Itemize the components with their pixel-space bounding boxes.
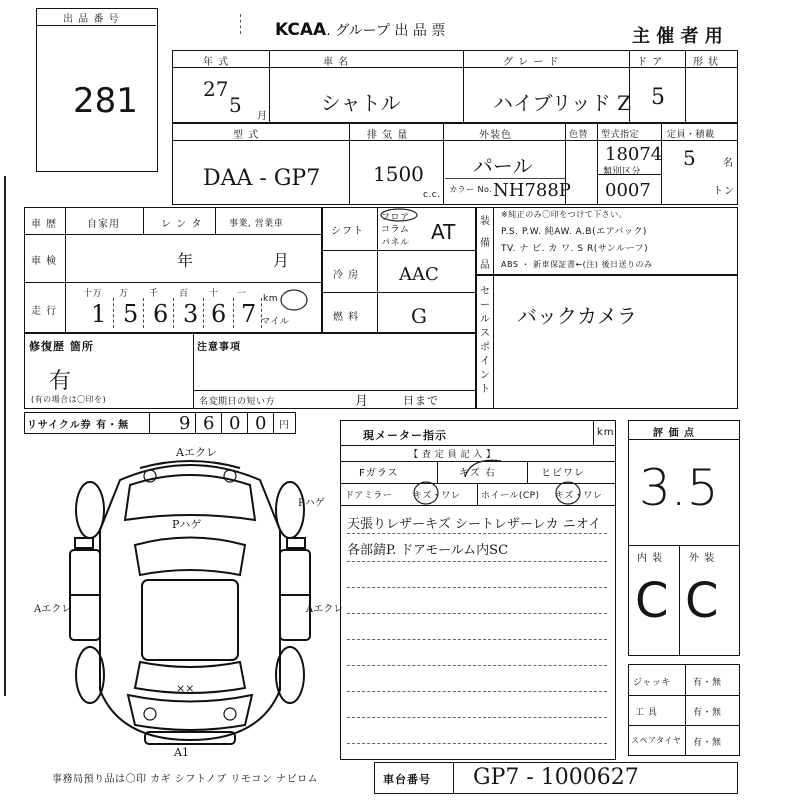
exterior-value: C xyxy=(685,573,719,629)
repair-label: 修復歴 箇所 xyxy=(29,340,94,353)
fuel-label: 燃 料 xyxy=(333,312,360,323)
history-private: 自家用 xyxy=(87,219,120,230)
lot-number-label: 出 品 番 号 xyxy=(63,14,120,25)
sheet-title xyxy=(275,20,445,40)
dash-mark xyxy=(240,14,241,34)
diagram-ann-bottom: A1 xyxy=(174,746,189,759)
interior-value: C xyxy=(635,573,669,629)
sales-point-char-6: ン xyxy=(480,370,491,381)
recycle-label: リサイクル券 有・無 xyxy=(27,420,130,431)
inspection-label: 車 検 xyxy=(31,256,58,267)
equipment-box xyxy=(476,207,738,275)
ac-value: AAC xyxy=(399,264,439,285)
repair-note: (有の場合は〇印を) xyxy=(31,395,107,404)
meter-km-unit: km xyxy=(597,427,615,438)
note-line-2: 各部錆P. ドアモールム内SC xyxy=(347,543,509,558)
diagram-ann-left: Aエクレ xyxy=(34,604,72,615)
row2-table xyxy=(172,123,738,205)
tools-label: 工 具 xyxy=(635,708,658,718)
class-label: 類別区分 xyxy=(603,167,642,177)
yen-unit: 円 xyxy=(279,420,290,431)
odo-head-5: 一 xyxy=(237,289,247,299)
color-replace-label: 色替 xyxy=(569,130,589,140)
history-rental: レ ン タ xyxy=(161,219,203,230)
odo-digit-4: 6 xyxy=(211,300,227,328)
equipment-label-1: 備 xyxy=(480,238,491,249)
expiry-month-unit: 月 xyxy=(355,394,370,409)
load-unit: トン xyxy=(713,186,735,197)
evaluation-label: 評 価 点 xyxy=(653,428,695,439)
title-brand: KCAA xyxy=(275,20,327,40)
capacity-label: 定員・積載 xyxy=(667,130,715,140)
sales-point-char-5: イ xyxy=(480,356,491,367)
recycle-digit-3: 0 xyxy=(255,413,267,434)
recycle-box xyxy=(24,412,296,434)
odo-head-4: 十 xyxy=(209,289,219,299)
history-table xyxy=(24,207,322,333)
diagram-ann-right: Aエクレ xyxy=(306,604,344,615)
equipment-line-1: ※純正のみ〇印をつけて下さい。 xyxy=(501,210,628,219)
title-rest: . グループ 出 品 票 xyxy=(326,23,446,39)
sales-point-char-2: ル xyxy=(480,314,491,325)
specs-table xyxy=(322,207,476,333)
odometer-grid xyxy=(83,286,283,330)
inspection-month-unit: 月 xyxy=(273,251,291,270)
sales-point-box xyxy=(476,275,738,409)
lot-number-value: 281 xyxy=(73,81,138,121)
km-unit: km xyxy=(263,294,278,304)
jack-value: 有・無 xyxy=(693,678,722,688)
car-diagram xyxy=(50,440,330,760)
floor-circle xyxy=(379,208,419,222)
chassis-box xyxy=(374,762,738,794)
sales-point-char-7: ト xyxy=(480,384,491,395)
odo-digit-3: 3 xyxy=(183,300,199,328)
scratch-crack-1: キズ・ワレ xyxy=(413,491,461,501)
f-glass-label: Fガラス xyxy=(359,468,399,479)
meter-box xyxy=(340,420,616,760)
lot-number-box xyxy=(36,8,158,172)
odo-head-0: 十万 xyxy=(83,289,103,299)
history-label: 車 歴 xyxy=(31,219,58,230)
odo-digit-0: 1 xyxy=(91,300,107,328)
capacity-unit: 名 xyxy=(723,158,734,169)
fuel-value: G xyxy=(411,304,427,328)
model-value: DAA - GP7 xyxy=(203,166,321,191)
recycle-digit-0: 9 xyxy=(179,413,191,434)
color-no-label: カラー No. xyxy=(449,185,493,194)
repair-notes-box xyxy=(24,333,476,409)
history-business: 事業, 営業車 xyxy=(229,219,284,229)
odo-digit-5: 7 xyxy=(241,300,257,328)
organizer-copy-label: 主 催 者 用 xyxy=(632,26,723,47)
crack-right-label: キズ 右 xyxy=(459,468,496,479)
odo-head-2: 千 xyxy=(149,289,159,299)
model-designation-label: 型式指定 xyxy=(601,130,640,140)
wheel-label: ホイール(CP) xyxy=(481,491,540,501)
year-value: 27 xyxy=(203,77,229,101)
sales-point-char-4: ポ xyxy=(480,342,491,353)
evaluation-box xyxy=(628,420,740,656)
current-meter-label: 現メーター指示 xyxy=(363,429,447,442)
row1-table xyxy=(172,50,738,123)
shape-label: 形 状 xyxy=(693,57,720,68)
shift-label: シフト xyxy=(331,226,364,237)
grade-label: グ レ ー ド xyxy=(503,57,560,68)
spare-label: スペアタイヤ xyxy=(631,736,682,745)
sales-point-char-0: セ xyxy=(480,286,491,297)
chassis-label: 車台番号 xyxy=(383,773,431,786)
doors-value: 5 xyxy=(651,85,665,110)
accessories-box xyxy=(628,664,740,756)
mileage-label: 走 行 xyxy=(31,306,58,317)
evaluation-score: 3.5 xyxy=(639,459,719,517)
capacity-value: 5 xyxy=(683,146,696,170)
color-no-value: NH788P xyxy=(493,180,571,201)
class-value: 0007 xyxy=(605,180,651,201)
crack-right-circle xyxy=(461,455,507,483)
odo-head-1: 万 xyxy=(119,289,129,299)
sales-point-char-3: ス xyxy=(480,328,491,339)
diagram-ann-hood: Pハゲ xyxy=(172,518,202,531)
chassis-value: GP7 - 1000627 xyxy=(473,765,639,790)
sales-point-char-1: ー xyxy=(480,300,491,311)
month-unit: 月 xyxy=(257,111,268,122)
odo-digit-1: 5 xyxy=(123,300,139,328)
diagram-ann-right-top: Pハゲ xyxy=(298,498,325,509)
equipment-line-3: TV. ナ ビ. カ ワ. S R(サンルーフ) xyxy=(501,244,649,254)
displacement-value: 1500 xyxy=(373,162,424,186)
note-line-1: 天張りレザーキズ シートレザーレカ ニオイ xyxy=(347,517,602,532)
repair-value: 有 xyxy=(49,369,72,394)
odo-digit-2: 6 xyxy=(153,300,169,328)
recycle-digit-2: 0 xyxy=(229,413,241,434)
exterior-color-label: 外装色 xyxy=(479,130,512,141)
scratch-crack-2: キズ・ワレ xyxy=(555,491,603,501)
equipment-label-0: 装 xyxy=(480,216,491,227)
doors-label: ド ア xyxy=(637,57,664,68)
shift-opt-floor: フロア xyxy=(381,213,410,223)
inspection-year-unit: 年 xyxy=(177,251,195,270)
odo-head-3: 百 xyxy=(179,289,189,299)
diagram-ann-top: Aエクレ xyxy=(176,446,217,459)
recycle-digit-1: 6 xyxy=(203,413,215,434)
margin-line xyxy=(4,176,6,696)
diagram-ann-rear: ×× xyxy=(176,682,195,695)
displacement-label: 排 気 量 xyxy=(367,130,409,141)
assessor-entry-label: 【 査 定 員 記 入 】 xyxy=(409,450,496,460)
notes-label: 注意事項 xyxy=(197,342,241,353)
interior-label: 内 装 xyxy=(637,553,664,564)
exterior-label: 外 装 xyxy=(689,553,716,564)
office-items: 事務局預り品は〇印 カギ シフトノブ リモコン ナビロム xyxy=(52,774,319,785)
equipment-label-2: 品 xyxy=(480,260,491,271)
grade-value: ハイブリッド Z xyxy=(493,91,632,115)
jack-label: ジャッキ xyxy=(633,678,671,688)
shift-opt-column: コラム xyxy=(381,225,410,235)
shift-value: AT xyxy=(431,220,456,244)
equipment-line-4: ABS ・ 新車保証書←(注) 後日送りのみ xyxy=(501,260,653,269)
cc-unit: c.c. xyxy=(423,190,441,200)
expiry-day-unit: 日まで xyxy=(403,394,439,407)
year-label: 年 式 xyxy=(203,57,230,68)
shift-opt-panel: パネル xyxy=(381,238,410,248)
spare-value: 有・無 xyxy=(693,738,722,748)
km-circle xyxy=(279,288,309,312)
month-value: 5 xyxy=(229,93,242,117)
equipment-line-2: P.S. P.W. 純AW. A.B(エアバック) xyxy=(501,227,647,237)
mile-unit: マイル xyxy=(261,317,290,327)
short-expiry-label: 名変期日の短い方 xyxy=(199,397,276,407)
crack-label: ヒビワレ xyxy=(541,468,585,479)
ac-label: 冷 房 xyxy=(333,270,360,281)
door-mirror-label: ドアミラー xyxy=(345,491,393,501)
sales-point-value: バックカメラ xyxy=(517,304,637,328)
car-name-label: 車 名 xyxy=(323,57,350,68)
color-value: パール xyxy=(473,154,533,178)
model-label: 型 式 xyxy=(233,130,260,141)
tools-value: 有・無 xyxy=(693,708,722,718)
designation-value: 18074 xyxy=(605,144,663,165)
car-name-value: シャトル xyxy=(321,91,401,115)
